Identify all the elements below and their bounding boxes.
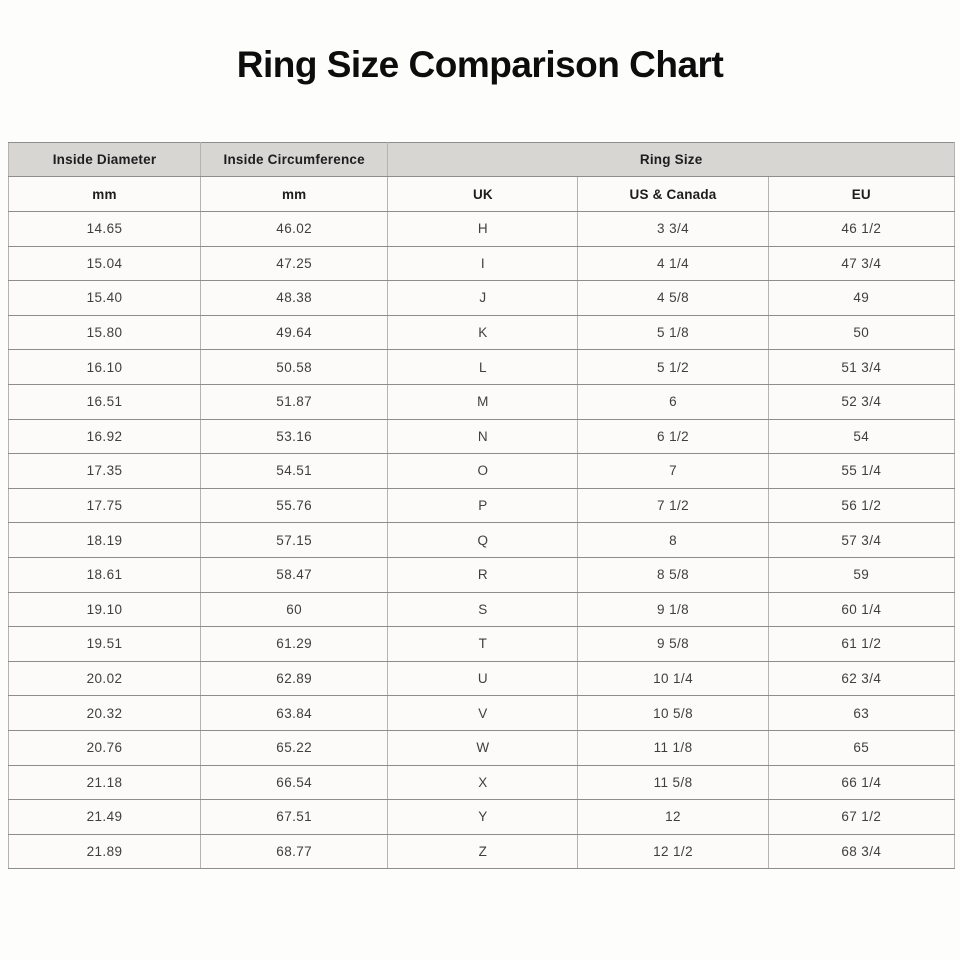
table-cell: T bbox=[388, 627, 578, 662]
table-cell: 54.51 bbox=[201, 454, 388, 489]
table-cell: 68 3/4 bbox=[768, 834, 954, 869]
table-cell: 7 bbox=[578, 454, 768, 489]
table-row bbox=[9, 627, 955, 662]
table-cell: W bbox=[388, 730, 578, 765]
table-cell: 49 bbox=[768, 281, 954, 316]
table-cell: 46 1/2 bbox=[768, 212, 954, 247]
table-cell: 4 5/8 bbox=[578, 281, 768, 316]
table-header-group-row bbox=[9, 143, 955, 177]
subheader-us-canada: US & Canada bbox=[578, 177, 768, 212]
table-cell: X bbox=[388, 765, 578, 800]
table-header bbox=[9, 143, 955, 212]
table-row bbox=[9, 315, 955, 350]
table-cell: 15.80 bbox=[9, 315, 201, 350]
table-cell: 48.38 bbox=[201, 281, 388, 316]
table-cell: 65 bbox=[768, 730, 954, 765]
table-cell: 20.76 bbox=[9, 730, 201, 765]
table-cell: 46.02 bbox=[201, 212, 388, 247]
table-cell: O bbox=[388, 454, 578, 489]
table-cell: 55 1/4 bbox=[768, 454, 954, 489]
table-cell: 63.84 bbox=[201, 696, 388, 731]
table-cell: 16.92 bbox=[9, 419, 201, 454]
table-cell: 63 bbox=[768, 696, 954, 731]
table-row bbox=[9, 246, 955, 281]
table-cell: 17.35 bbox=[9, 454, 201, 489]
table-cell: H bbox=[388, 212, 578, 247]
table-row bbox=[9, 350, 955, 385]
table-cell: 14.65 bbox=[9, 212, 201, 247]
table-cell: 10 5/8 bbox=[578, 696, 768, 731]
table-cell: 21.89 bbox=[9, 834, 201, 869]
table-cell: 9 5/8 bbox=[578, 627, 768, 662]
table-cell: 59 bbox=[768, 557, 954, 592]
table-row bbox=[9, 488, 955, 523]
table-cell: 12 1/2 bbox=[578, 834, 768, 869]
table-cell: 61.29 bbox=[201, 627, 388, 662]
table-cell: I bbox=[388, 246, 578, 281]
table-cell: 49.64 bbox=[201, 315, 388, 350]
table-cell: J bbox=[388, 281, 578, 316]
table-row bbox=[9, 384, 955, 419]
table-cell: 58.47 bbox=[201, 557, 388, 592]
table-cell: 8 5/8 bbox=[578, 557, 768, 592]
table-cell: N bbox=[388, 419, 578, 454]
table-row bbox=[9, 212, 955, 247]
table-cell: Q bbox=[388, 523, 578, 558]
table-cell: 7 1/2 bbox=[578, 488, 768, 523]
table-cell: 47 3/4 bbox=[768, 246, 954, 281]
header-inside-diameter: Inside Diameter bbox=[9, 143, 201, 177]
table-cell: 60 1/4 bbox=[768, 592, 954, 627]
table-cell: Z bbox=[388, 834, 578, 869]
table-row bbox=[9, 730, 955, 765]
table-row bbox=[9, 765, 955, 800]
table-cell: Y bbox=[388, 800, 578, 835]
table-cell: R bbox=[388, 557, 578, 592]
table-cell: S bbox=[388, 592, 578, 627]
table-cell: 68.77 bbox=[201, 834, 388, 869]
page-title: Ring Size Comparison Chart bbox=[236, 44, 724, 85]
table-cell: 65.22 bbox=[201, 730, 388, 765]
table-cell: 54 bbox=[768, 419, 954, 454]
table-cell: 17.75 bbox=[9, 488, 201, 523]
table-cell: U bbox=[388, 661, 578, 696]
table-cell: 18.61 bbox=[9, 557, 201, 592]
table-cell: 15.40 bbox=[9, 281, 201, 316]
table-cell: 12 bbox=[578, 800, 768, 835]
table-cell: 3 3/4 bbox=[578, 212, 768, 247]
table-cell: 20.02 bbox=[9, 661, 201, 696]
table-cell: 55.76 bbox=[201, 488, 388, 523]
table-cell: 56 1/2 bbox=[768, 488, 954, 523]
table-row bbox=[9, 557, 955, 592]
table-cell: 61 1/2 bbox=[768, 627, 954, 662]
table-cell: 15.04 bbox=[9, 246, 201, 281]
table-cell: 16.51 bbox=[9, 384, 201, 419]
table-row bbox=[9, 661, 955, 696]
table-cell: 67 1/2 bbox=[768, 800, 954, 835]
table-row bbox=[9, 800, 955, 835]
table-cell: 21.49 bbox=[9, 800, 201, 835]
table-row bbox=[9, 696, 955, 731]
table-cell: K bbox=[388, 315, 578, 350]
table-cell: 20.32 bbox=[9, 696, 201, 731]
table-cell: 10 1/4 bbox=[578, 661, 768, 696]
table-cell: 4 1/4 bbox=[578, 246, 768, 281]
table-cell: M bbox=[388, 384, 578, 419]
table-cell: 66 1/4 bbox=[768, 765, 954, 800]
table-cell: 51.87 bbox=[201, 384, 388, 419]
table-cell: 21.18 bbox=[9, 765, 201, 800]
table-cell: 60 bbox=[201, 592, 388, 627]
table-row bbox=[9, 592, 955, 627]
table-cell: 16.10 bbox=[9, 350, 201, 385]
table-row bbox=[9, 834, 955, 869]
table-cell: 9 1/8 bbox=[578, 592, 768, 627]
table-cell: P bbox=[388, 488, 578, 523]
table-cell: 50.58 bbox=[201, 350, 388, 385]
table-cell: 66.54 bbox=[201, 765, 388, 800]
table-cell: 18.19 bbox=[9, 523, 201, 558]
table-row bbox=[9, 419, 955, 454]
table-cell: 5 1/2 bbox=[578, 350, 768, 385]
table-row bbox=[9, 281, 955, 316]
table-cell: 8 bbox=[578, 523, 768, 558]
header-inside-circumference: Inside Circumference bbox=[201, 143, 388, 177]
table-cell: 67.51 bbox=[201, 800, 388, 835]
subheader-diameter-mm: mm bbox=[9, 177, 201, 212]
subheader-eu: EU bbox=[768, 177, 954, 212]
table-cell: 5 1/8 bbox=[578, 315, 768, 350]
table-cell: 11 5/8 bbox=[578, 765, 768, 800]
ring-size-table bbox=[8, 142, 955, 869]
table-cell: 50 bbox=[768, 315, 954, 350]
table-cell: 62 3/4 bbox=[768, 661, 954, 696]
table-cell: V bbox=[388, 696, 578, 731]
table-row bbox=[9, 523, 955, 558]
table-cell: 6 bbox=[578, 384, 768, 419]
table-cell: 11 1/8 bbox=[578, 730, 768, 765]
table-cell: 57.15 bbox=[201, 523, 388, 558]
table-cell: 47.25 bbox=[201, 246, 388, 281]
table-subheader-row bbox=[9, 177, 955, 212]
table-cell: 19.51 bbox=[9, 627, 201, 662]
table-row bbox=[9, 454, 955, 489]
table-cell: 52 3/4 bbox=[768, 384, 954, 419]
table-cell: 57 3/4 bbox=[768, 523, 954, 558]
table-cell: 51 3/4 bbox=[768, 350, 954, 385]
table-body bbox=[9, 212, 955, 869]
subheader-uk: UK bbox=[388, 177, 578, 212]
subheader-circumference-mm: mm bbox=[201, 177, 388, 212]
table-cell: 53.16 bbox=[201, 419, 388, 454]
table-cell: L bbox=[388, 350, 578, 385]
header-ring-size: Ring Size bbox=[388, 143, 955, 177]
table-cell: 6 1/2 bbox=[578, 419, 768, 454]
table-cell: 62.89 bbox=[201, 661, 388, 696]
table-cell: 19.10 bbox=[9, 592, 201, 627]
